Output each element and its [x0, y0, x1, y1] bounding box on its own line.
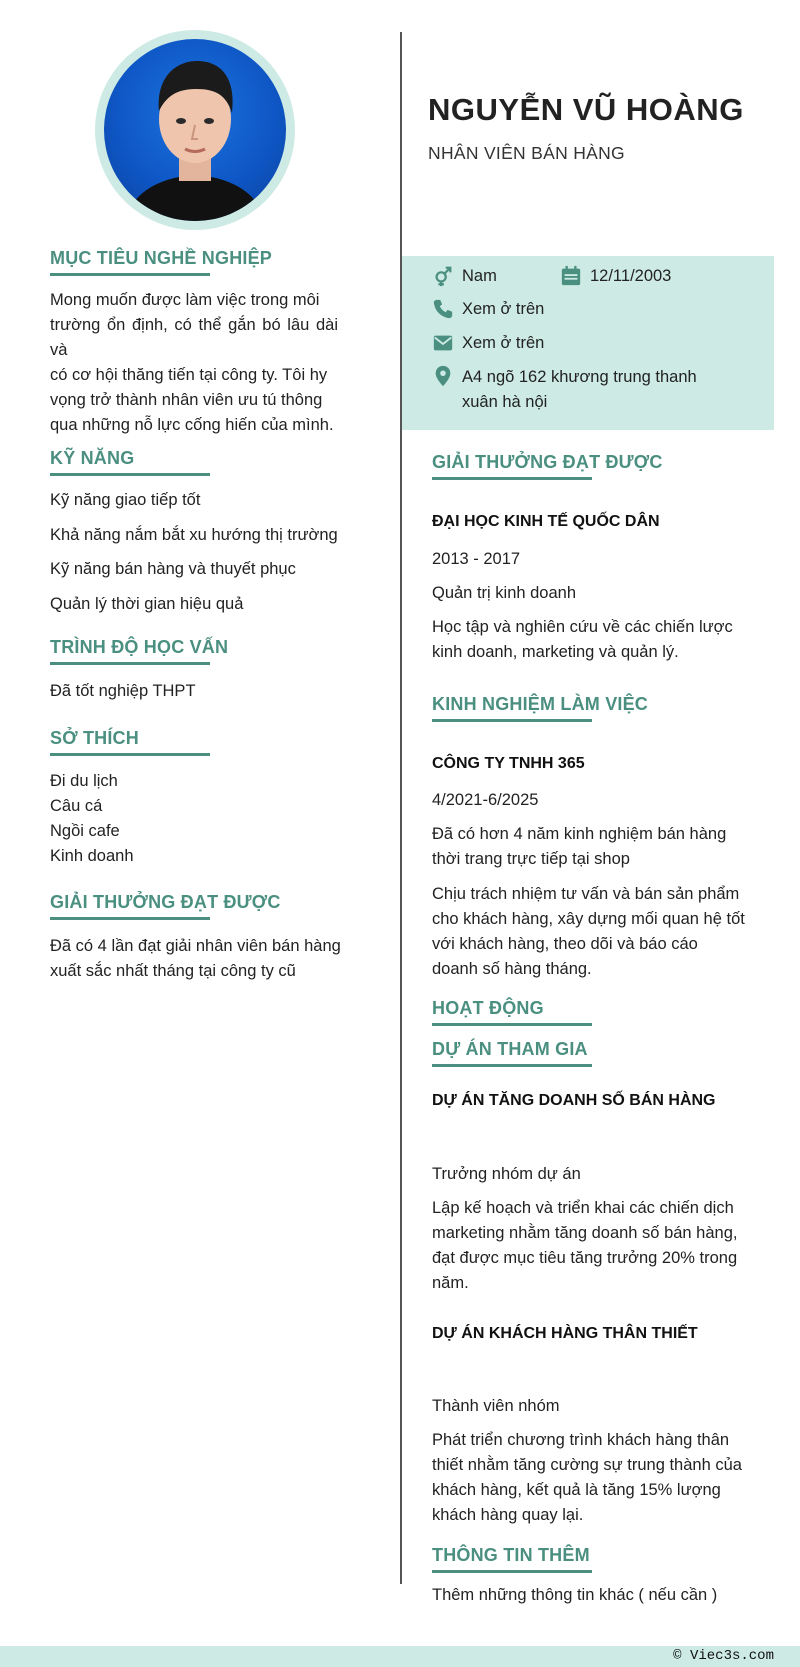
school-name: ĐẠI HỌC KINH TẾ QUỐC DÂN — [432, 513, 660, 530]
objective-text: Mong muốn được làm việc trong môi trường ổn định, có thể gắn bó lâu dài và có cơ hội thăng tiến tại công ty. Tôi hy vọng trở thành nhân viên ưu tú thông qua những nỗ lực cống hiến của mình. — [50, 291, 338, 434]
project-name: DỰ ÁN KHÁCH HÀNG THÂN THIẾT — [432, 1325, 698, 1342]
project-description: Phát triển chương trình khách hàng thân thiết nhằm tăng cường sự trung thành của khách hàng, kết quả là tăng 15% lượng khách hàng quay lại. — [432, 1431, 742, 1524]
study-major: Quản trị kinh doanh — [432, 584, 577, 602]
hobby-item: Câu cá — [50, 797, 103, 815]
company-name: CÔNG TY TNHH 365 — [432, 755, 585, 772]
email-icon — [432, 332, 454, 354]
extra-info-heading: THÔNG TIN THÊM — [432, 1545, 592, 1573]
study-period: 2013 - 2017 — [432, 550, 521, 568]
address-value: A4 ngõ 162 khương trung thanh xuân hà nội — [462, 368, 697, 411]
location-pin-icon — [432, 365, 454, 387]
objective-heading: MỤC TIÊU NGHỀ NGHIỆP — [50, 248, 272, 276]
portrait-illustration — [104, 39, 286, 221]
phone-icon — [432, 298, 454, 320]
contact-panel — [402, 256, 774, 430]
activities-heading: HOẠT ĐỘNG — [432, 998, 592, 1026]
watermark: © Viec3s.com — [673, 1648, 774, 1664]
study-description: Học tập và nghiên cứu về các chiến lược kinh doanh, marketing và quản lý. — [432, 618, 733, 661]
skill-item: Khả năng nắm bắt xu hướng thị trường — [50, 526, 338, 544]
education-heading: TRÌNH ĐỘ HỌC VẤN — [50, 637, 228, 665]
avatar-frame — [95, 30, 295, 230]
candidate-name: NGUYỄN VŨ HOÀNG — [428, 92, 744, 127]
avatar — [104, 39, 286, 221]
work-responsibilities: Chịu trách nhiệm tư vấn và bán sản phẩm cho khách hàng, xây dựng mối quan hệ tốt với khách hàng, theo dõi và báo cáo doanh số hàng tháng. — [432, 885, 745, 978]
hobby-item: Ngồi cafe — [50, 822, 120, 840]
left-awards-text: Đã có 4 lần đạt giải nhân viên bán hàng xuất sắc nhất tháng tại công ty cũ — [50, 937, 341, 980]
projects-heading: DỰ ÁN THAM GIA — [432, 1039, 592, 1067]
gender-value: Nam — [462, 267, 497, 285]
right-awards-heading: GIẢI THƯỞNG ĐẠT ĐƯỢC — [432, 452, 663, 480]
project-description: Lập kế hoạch và triển khai các chiến dịch marketing nhằm tăng doanh số bán hàng, đạt được mục tiêu tăng trưởng 20% trong năm. — [432, 1199, 738, 1292]
gender-icon — [432, 265, 454, 287]
extra-info-text: Thêm những thông tin khác ( nếu cần ) — [432, 1586, 718, 1604]
project-name: DỰ ÁN TĂNG DOANH SỐ BÁN HÀNG — [432, 1092, 716, 1109]
hobbies-list — [50, 769, 134, 869]
skill-item: Kỹ năng bán hàng và thuyết phục — [50, 560, 296, 578]
candidate-role: NHÂN VIÊN BÁN HÀNG — [428, 143, 625, 163]
hobbies-heading: SỞ THÍCH — [50, 728, 210, 756]
left-awards-heading: GIẢI THƯỞNG ĐẠT ĐƯỢC — [50, 892, 281, 920]
email-value: Xem ở trên — [462, 334, 545, 352]
skills-heading: KỸ NĂNG — [50, 448, 210, 476]
skill-item: Kỹ năng giao tiếp tốt — [50, 491, 201, 509]
skill-item: Quản lý thời gian hiệu quả — [50, 595, 244, 613]
birthday-value: 12/11/2003 — [590, 267, 672, 285]
hobby-item: Kinh doanh — [50, 847, 134, 865]
work-period: 4/2021-6/2025 — [432, 791, 539, 809]
project-role: Trưởng nhóm dự án — [432, 1165, 581, 1183]
project-role: Thành viên nhóm — [432, 1397, 560, 1415]
experience-heading: KINH NGHIỆM LÀM VIỆC — [432, 694, 648, 722]
footer-bar — [0, 1646, 800, 1667]
hobby-item: Đi du lịch — [50, 772, 118, 790]
education-text: Đã tốt nghiệp THPT — [50, 682, 196, 700]
calendar-icon — [560, 265, 582, 287]
phone-value: Xem ở trên — [462, 300, 545, 318]
work-summary: Đã có hơn 4 năm kinh nghiệm bán hàng thời trang trực tiếp tại shop — [432, 825, 727, 868]
